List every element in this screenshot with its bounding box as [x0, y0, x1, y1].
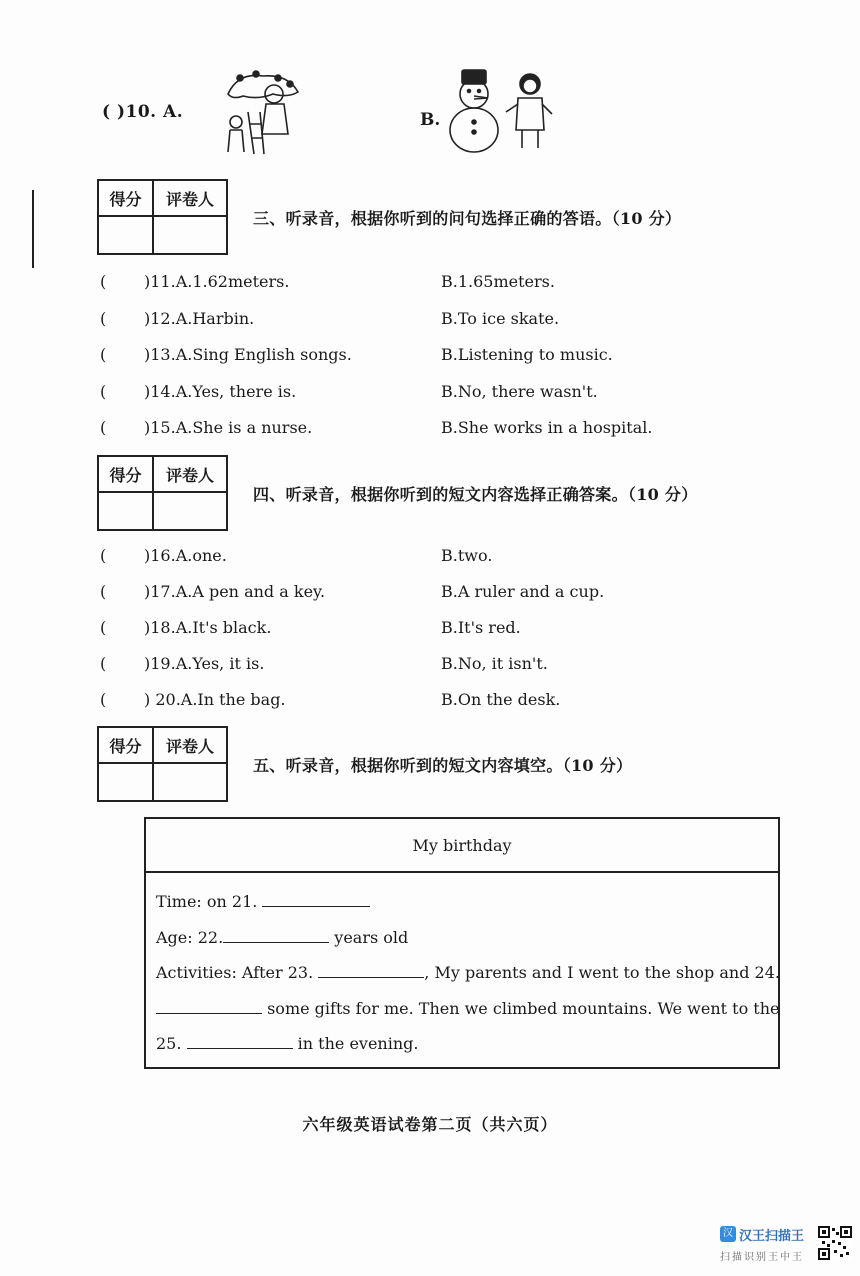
score-box-section-5: [97, 726, 228, 802]
question-13: [100, 345, 800, 369]
option-b: B.No, there wasn't.: [441, 382, 598, 401]
option-b: B.It's red.: [441, 618, 521, 637]
section-5-title: 五、听录音，根据你听到的短文内容填空。（10 分）: [253, 756, 633, 775]
age-prefix: Age: 22.: [156, 928, 224, 947]
scanner-logo-icon: 汉: [720, 1226, 736, 1242]
answer-paren[interactable]: (: [100, 654, 107, 673]
option-a: )16.A.one.: [144, 546, 227, 565]
question-17: [100, 582, 800, 606]
score-cell[interactable]: [99, 764, 154, 800]
option-b: B.No, it isn't.: [441, 654, 548, 673]
activities-text: some gifts for me. Then we climbed mountains. We went to the: [267, 999, 780, 1018]
answer-paren[interactable]: (: [100, 272, 107, 291]
activities-line-2: [156, 998, 779, 1018]
grader-label: 评卷人: [165, 736, 214, 756]
option-b: B.1.65meters.: [441, 272, 555, 291]
answer-paren[interactable]: (: [100, 309, 107, 328]
answer-paren[interactable]: (: [100, 582, 107, 601]
answer-paren[interactable]: (: [100, 418, 107, 437]
answer-paren[interactable]: (: [100, 382, 107, 401]
score-label: 得分: [99, 728, 154, 762]
option-a: )19.A.Yes, it is.: [144, 654, 265, 673]
grader-cell[interactable]: [154, 493, 226, 529]
option-b: B.On the desk.: [441, 690, 561, 709]
option-a: ) 20.A.In the bag.: [144, 690, 286, 709]
time-line: [156, 891, 370, 911]
score-cell[interactable]: [99, 493, 154, 529]
margin-binding-line: [32, 190, 34, 268]
question-18: [100, 618, 800, 642]
answer-paren[interactable]: (: [100, 546, 107, 565]
question-19: [100, 654, 800, 678]
age-line: [156, 927, 408, 947]
q10-label: ( )10. A.: [102, 102, 184, 122]
option-b: B.Listening to music.: [441, 345, 613, 364]
score-box-section-3: [97, 179, 228, 255]
blank-21[interactable]: [262, 891, 370, 907]
option-b: B.To ice skate.: [441, 309, 560, 328]
score-cell[interactable]: [99, 217, 154, 253]
grader-cell[interactable]: [154, 764, 226, 800]
answer-paren[interactable]: (: [100, 618, 107, 637]
score-label: 得分: [99, 457, 154, 491]
option-a: )15.A.She is a nurse.: [144, 418, 313, 437]
blank-22[interactable]: [223, 927, 329, 943]
option-a: )12.A.Harbin.: [144, 309, 255, 328]
option-b: B.two.: [441, 546, 493, 565]
option-a: )11.A.1.62meters.: [144, 272, 290, 291]
grader-label: 评卷人: [165, 189, 214, 209]
q10-option-b-illustration: [444, 64, 560, 156]
question-20: [100, 690, 800, 714]
grader-label: 评卷人: [165, 465, 214, 485]
time-prefix: Time: on 21.: [156, 892, 258, 911]
watermark-subtitle: 扫描识别王中王: [720, 1252, 804, 1263]
q10-option-a-illustration: [218, 64, 304, 156]
option-a: )18.A.It's black.: [144, 618, 272, 637]
watermark-brand: 汉王扫描王: [739, 1229, 805, 1244]
section-3-title: 三、听录音，根据你听到的问句选择正确的答语。（10 分）: [253, 209, 682, 228]
activities-line-3: [156, 1033, 418, 1053]
question-14: [100, 382, 800, 406]
qr-code-icon: [818, 1226, 852, 1260]
score-box-section-4: [97, 455, 228, 531]
activities-prefix: Activities: After 23.: [156, 963, 314, 982]
blank-23[interactable]: [318, 962, 424, 978]
q10-option-b-label: B.: [420, 110, 441, 130]
option-b: B.A ruler and a cup.: [441, 582, 605, 601]
blank-25-suffix: in the evening.: [297, 1034, 419, 1053]
section-4-title: 四、听录音，根据你听到的短文内容选择正确答案。（10 分）: [253, 485, 698, 504]
blank-25[interactable]: [187, 1033, 293, 1049]
question-12: [100, 309, 800, 333]
birthday-fill-box: [144, 817, 780, 1069]
question-11: [100, 272, 800, 296]
option-a: )14.A.Yes, there is.: [144, 382, 297, 401]
age-suffix: years old: [334, 928, 409, 947]
option-b: B.She works in a hospital.: [441, 418, 653, 437]
question-15: [100, 418, 800, 442]
activities-mid: , My parents and I went to the shop and 24.: [424, 963, 780, 982]
birthday-heading: My birthday: [146, 819, 778, 873]
scanner-watermark: [720, 1226, 852, 1268]
option-a: )13.A.Sing English songs.: [144, 345, 352, 364]
page-footer: 六年级英语试卷第二页（共六页）: [302, 1115, 558, 1134]
grader-cell[interactable]: [154, 217, 226, 253]
activities-line: [156, 962, 780, 982]
answer-paren[interactable]: (: [100, 690, 107, 709]
answer-paren[interactable]: (: [100, 345, 107, 364]
blank-24[interactable]: [156, 998, 262, 1014]
score-label: 得分: [99, 181, 154, 215]
question-16: [100, 546, 800, 570]
option-a: )17.A.A pen and a key.: [144, 582, 326, 601]
blank-25-prefix: 25.: [156, 1034, 182, 1053]
